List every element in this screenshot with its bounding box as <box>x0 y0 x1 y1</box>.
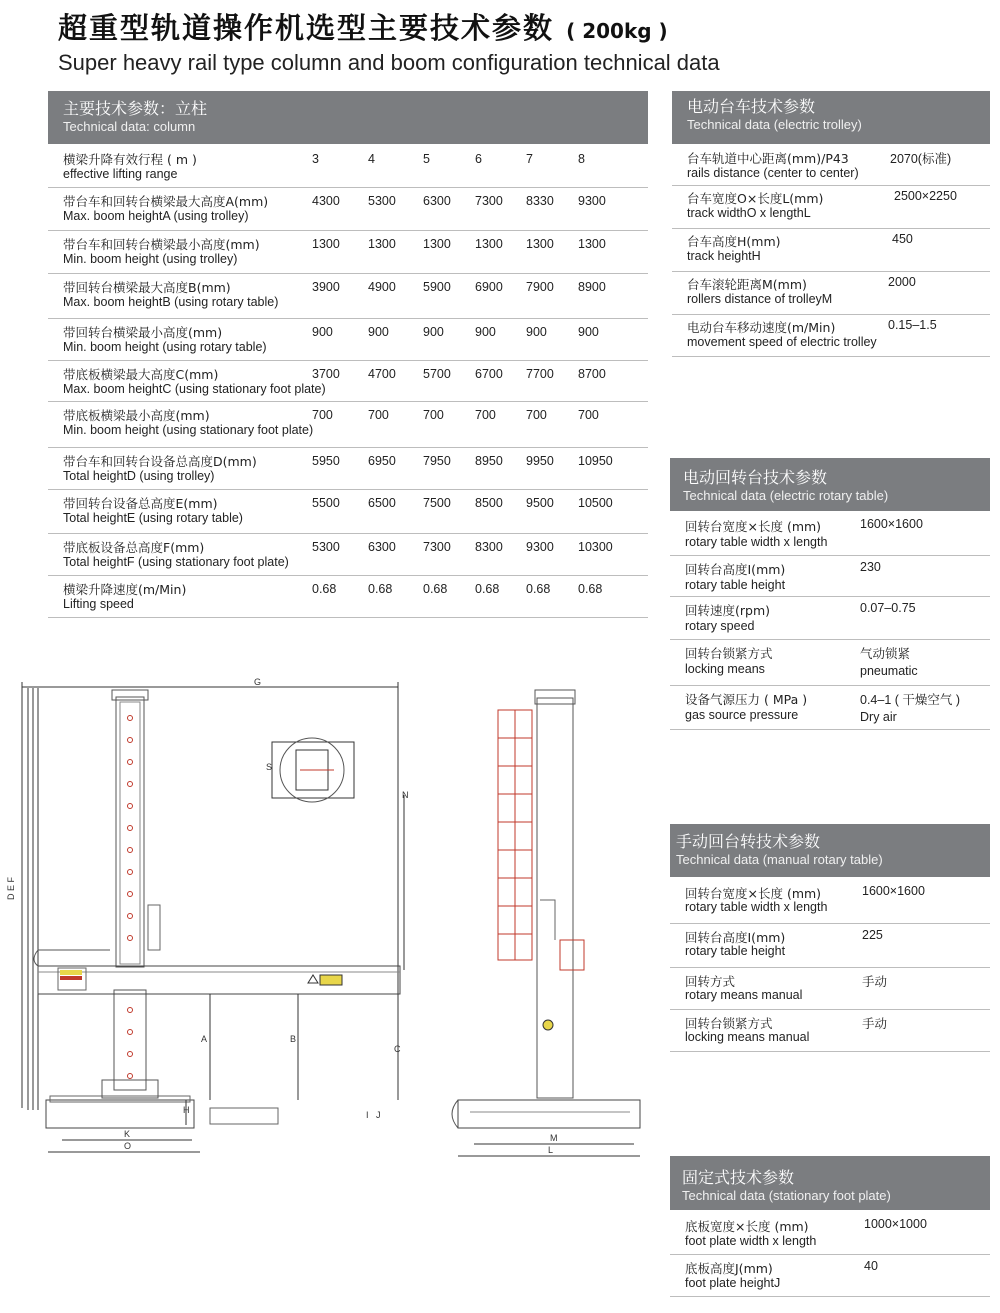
column-row-cn: 带底板横梁最小高度(mm) <box>63 408 210 423</box>
column-row-value: 4300 <box>312 194 340 208</box>
dim-label-g: G <box>254 677 262 687</box>
column-row-value: 6300 <box>368 540 396 554</box>
column-row-value: 1300 <box>475 237 503 251</box>
stationary-header-en: Technical data (stationary foot plate) <box>682 1188 891 1203</box>
electric_rotary-row-value: 230 <box>860 560 881 574</box>
stationary-header-cn: 固定式技术参数 <box>682 1168 795 1187</box>
electric_rotary-row-3 <box>670 640 990 686</box>
manual-rotary-header-cn: 手动回台转技术参数 <box>676 832 821 851</box>
trolley-table-header <box>672 91 990 144</box>
column-row-value: 9500 <box>526 496 554 510</box>
trolley-row-en: movement speed of electric trolley <box>687 335 877 349</box>
column-row-value: 7500 <box>423 496 451 510</box>
trolley-row-cn: 台车轨道中心距离(mm)/P43 <box>687 151 849 166</box>
manual-rotary-header <box>670 824 990 877</box>
column-row-value: 7300 <box>423 540 451 554</box>
column-row-value: 700 <box>368 408 389 422</box>
trolley-row-value: 2000 <box>888 275 916 289</box>
dim-label-k: K <box>124 1129 131 1139</box>
manual_rotary-row-value: 1600×1600 <box>862 884 925 898</box>
electric_rotary-row-cn: 回转速度(rpm) <box>685 603 771 618</box>
column-row-value: 7950 <box>423 454 451 468</box>
trolley-row-cn: 台车宽度O×长度L(mm) <box>687 191 824 206</box>
column-row-cn: 横梁升降速度(m/Min) <box>63 582 187 597</box>
column-row-value: 3900 <box>312 280 340 294</box>
column-row-value: 5 <box>423 152 430 166</box>
trolley-row-value: 2070(标准) <box>890 152 952 166</box>
dim-label-m: M <box>550 1133 558 1143</box>
column-header-cn: 主要技术参数：立柱 <box>63 99 208 118</box>
manual_rotary-row-cn: 回转台锁紧方式 <box>685 1016 773 1031</box>
electric_rotary-row-value2: Dry air <box>860 710 897 724</box>
column-row-value: 1300 <box>526 237 554 251</box>
trolley-row-en: track heightH <box>687 249 761 263</box>
dim-label-def: D E F <box>6 876 16 900</box>
trolley-row-0 <box>672 146 990 186</box>
column-row-value: 1300 <box>423 237 451 251</box>
stationary-row-cn: 底板高度J(mm) <box>685 1261 773 1276</box>
column-row-value: 900 <box>312 325 333 339</box>
column-row-value: 900 <box>526 325 547 339</box>
column-row-en: Total heightF (using stationary foot plate) <box>63 555 289 569</box>
column-row-value: 7300 <box>475 194 503 208</box>
column-header-en: Technical data: column <box>63 119 196 134</box>
electric_rotary-row-2 <box>670 597 990 640</box>
column-row-value: 0.68 <box>312 582 337 596</box>
dim-label-i: I <box>366 1110 369 1120</box>
column-row-en: Min. boom height (using rotary table) <box>63 340 267 354</box>
electric_rotary-row-cn: 回转台锁紧方式 <box>685 646 773 661</box>
column-row-7 <box>48 448 648 490</box>
column-row-value: 6900 <box>475 280 503 294</box>
column-row-en: Min. boom height (using stationary foot plate) <box>63 423 314 437</box>
column-row-cn: 带台车和回转台横梁最大高度A(mm) <box>63 194 269 209</box>
column-row-value: 700 <box>578 408 599 422</box>
manual_rotary-row-en: rotary means manual <box>685 988 803 1002</box>
column-row-en: Min. boom height (using trolley) <box>63 252 238 266</box>
column-row-4 <box>48 319 648 361</box>
electric_rotary-row-value2: pneumatic <box>860 664 918 678</box>
trolley-row-cn: 台车滚轮距离M(mm) <box>687 277 807 292</box>
dim-label-a: A <box>201 1034 208 1044</box>
stationary-row-value: 1000×1000 <box>864 1217 927 1231</box>
column-row-2 <box>48 231 648 274</box>
column-row-cn: 带底板横梁最大高度C(mm) <box>63 367 219 382</box>
manual-rotary-header-en: Technical data (manual rotary table) <box>676 852 883 867</box>
column-row-value: 0.68 <box>423 582 448 596</box>
column-row-value: 6500 <box>368 496 396 510</box>
column-row-value: 900 <box>368 325 389 339</box>
column-row-value: 4900 <box>368 280 396 294</box>
electric_rotary-row-value: 0.4–1 ( 干燥空气 ) <box>860 693 961 707</box>
column-row-value: 900 <box>578 325 599 339</box>
electric_rotary-row-4 <box>670 686 990 730</box>
dim-label-h: H <box>183 1105 190 1115</box>
column-row-value: 4 <box>368 152 375 166</box>
dim-label-n: N <box>402 790 409 800</box>
column-row-cn: 带底板设备总高度F(mm) <box>63 540 205 555</box>
trolley-row-4 <box>672 315 990 357</box>
stationary-row-value: 40 <box>864 1259 878 1273</box>
column-row-value: 8700 <box>578 367 606 381</box>
column-row-en: Lifting speed <box>63 597 134 611</box>
electric_rotary-row-value: 0.07–0.75 <box>860 601 916 615</box>
dim-label-l: L <box>548 1145 554 1155</box>
electric_rotary-row-en: locking means <box>685 662 765 676</box>
column-row-cn: 带台车和回转台设备总高度D(mm) <box>63 454 257 469</box>
electric_rotary-row-en: rotary speed <box>685 619 755 633</box>
trolley-row-value: 0.15–1.5 <box>888 318 937 332</box>
dim-label-b: B <box>290 1034 297 1044</box>
column-row-value: 6700 <box>475 367 503 381</box>
column-row-value: 0.68 <box>578 582 603 596</box>
column-row-en: Max. boom heightB (using rotary table) <box>63 295 279 309</box>
column-row-value: 6300 <box>423 194 451 208</box>
column-row-value: 5300 <box>312 540 340 554</box>
manual_rotary-row-en: rotary table width x length <box>685 900 828 914</box>
column-row-en: Max. boom heightC (using stationary foot plate) <box>63 382 326 396</box>
trolley-row-value: 2500×2250 <box>894 189 957 203</box>
column-row-cn: 带回转台横梁最大高度B(mm) <box>63 280 231 295</box>
column-row-value: 9950 <box>526 454 554 468</box>
column-row-value: 8300 <box>475 540 503 554</box>
manual_rotary-row-value: 手动 <box>862 975 888 989</box>
stationary-row-en: foot plate width x length <box>685 1234 817 1248</box>
column-row-3 <box>48 274 648 319</box>
column-row-value: 5700 <box>423 367 451 381</box>
column-row-cn: 横梁升降有效行程 ( m ) <box>63 152 197 167</box>
manual_rotary-row-3 <box>670 1010 990 1052</box>
manual_rotary-row-cn: 回转台宽度×长度 (mm) <box>685 886 822 901</box>
electric_rotary-row-1 <box>670 556 990 597</box>
manual_rotary-row-cn: 回转方式 <box>685 974 736 989</box>
column-row-value: 7 <box>526 152 533 166</box>
column-row-value: 8 <box>578 152 585 166</box>
column-row-cn: 带台车和回转台横梁最小高度(mm) <box>63 237 260 252</box>
trolley-row-en: rails distance (center to center) <box>687 166 859 180</box>
column-row-value: 0.68 <box>368 582 393 596</box>
column-row-value: 5950 <box>312 454 340 468</box>
column-row-value: 5300 <box>368 194 396 208</box>
trolley-header-cn: 电动台车技术参数 <box>687 97 816 116</box>
trolley-row-cn: 电动台车移动速度(m/Min) <box>687 320 836 335</box>
trolley-row-1 <box>672 186 990 229</box>
manual_rotary-row-en: locking means manual <box>685 1030 810 1044</box>
column-row-value: 8500 <box>475 496 503 510</box>
page-subtitle: Super heavy rail type column and boom configuration technical data <box>58 50 720 75</box>
electric-rotary-header <box>670 458 990 511</box>
trolley-row-en: rollers distance of trolleyM <box>687 292 833 306</box>
manual_rotary-row-value: 手动 <box>862 1017 888 1031</box>
electric_rotary-row-value: 1600×1600 <box>860 517 923 531</box>
column-row-value: 10500 <box>578 496 613 510</box>
trolley-row-value: 450 <box>892 232 913 246</box>
column-row-value: 700 <box>526 408 547 422</box>
column-row-value: 900 <box>475 325 496 339</box>
column-row-value: 5500 <box>312 496 340 510</box>
page-title <box>58 6 668 47</box>
electric_rotary-row-en: gas source pressure <box>685 708 799 722</box>
manual_rotary-row-0 <box>670 880 990 924</box>
column-row-en: Total heightE (using rotary table) <box>63 511 243 525</box>
column-row-value: 7700 <box>526 367 554 381</box>
column-table-header <box>48 91 648 144</box>
column-row-value: 9300 <box>578 194 606 208</box>
dim-label-o: O <box>124 1141 132 1151</box>
column-row-value: 8330 <box>526 194 554 208</box>
column-row-value: 3 <box>312 152 319 166</box>
column-row-value: 6950 <box>368 454 396 468</box>
column-row-value: 8950 <box>475 454 503 468</box>
stationary-row-cn: 底板宽度×长度 (mm) <box>685 1219 809 1234</box>
manual_rotary-row-2 <box>670 968 990 1010</box>
electric_rotary-row-cn: 设备气源压力 ( MPa ) <box>685 692 808 707</box>
title-cn-text: 超重型轨道操作机选型主要技术参数 <box>58 11 555 45</box>
column-row-value: 1300 <box>312 237 340 251</box>
column-row-value: 10300 <box>578 540 613 554</box>
trolley-header-en: Technical data (electric trolley) <box>687 117 862 132</box>
column-row-value: 0.68 <box>526 582 551 596</box>
stationary-row-0 <box>670 1213 990 1255</box>
electric-rotary-header-cn: 电动回转台技术参数 <box>683 468 828 487</box>
electric_rotary-row-en: rotary table width x length <box>685 535 828 549</box>
column-row-9 <box>48 534 648 576</box>
column-row-en: Max. boom heightA (using trolley) <box>63 209 249 223</box>
column-row-value: 700 <box>475 408 496 422</box>
dim-label-s: S <box>266 762 273 772</box>
column-row-value: 10950 <box>578 454 613 468</box>
stationary-row-1 <box>670 1255 990 1297</box>
manual_rotary-row-value: 225 <box>862 928 883 942</box>
manual_rotary-row-en: rotary table height <box>685 944 786 958</box>
electric_rotary-row-en: rotary table height <box>685 578 786 592</box>
trolley-row-2 <box>672 229 990 272</box>
column-row-6 <box>48 402 648 448</box>
column-row-value: 6 <box>475 152 482 166</box>
column-row-5 <box>48 361 648 402</box>
column-row-en: effective lifting range <box>63 167 178 181</box>
column-row-8 <box>48 490 648 534</box>
column-row-value: 9300 <box>526 540 554 554</box>
column-row-value: 7900 <box>526 280 554 294</box>
column-row-value: 3700 <box>312 367 340 381</box>
column-row-value: 8900 <box>578 280 606 294</box>
column-row-cn: 带回转台横梁最小高度(mm) <box>63 325 223 340</box>
column-row-en: Total heightD (using trolley) <box>63 469 215 483</box>
stationary-header <box>670 1156 990 1210</box>
electric-rotary-header-en: Technical data (electric rotary table) <box>683 488 889 503</box>
electric_rotary-row-value: 气动锁紧 <box>860 647 911 661</box>
column-row-value: 700 <box>312 408 333 422</box>
electric_rotary-row-0 <box>670 513 990 556</box>
column-row-value: 1300 <box>578 237 606 251</box>
column-row-value: 4700 <box>368 367 396 381</box>
dim-label-c: C <box>394 1044 401 1054</box>
dim-label-j: J <box>376 1110 381 1120</box>
column-row-value: 700 <box>423 408 444 422</box>
column-row-1 <box>48 188 648 231</box>
column-row-0 <box>48 146 648 188</box>
column-row-cn: 带回转台设备总高度E(mm) <box>63 496 218 511</box>
electric_rotary-row-cn: 回转台高度I(mm) <box>685 562 786 577</box>
stationary-row-en: foot plate heightJ <box>685 1276 781 1290</box>
column-row-value: 0.68 <box>475 582 500 596</box>
column-row-10 <box>48 576 648 618</box>
manual_rotary-row-1 <box>670 924 990 968</box>
title-capacity: ( 200kg ) <box>566 19 668 43</box>
manual_rotary-row-cn: 回转台高度I(mm) <box>685 930 786 945</box>
column-row-value: 900 <box>423 325 444 339</box>
electric_rotary-row-cn: 回转台宽度×长度 (mm) <box>685 519 822 534</box>
technical-drawing <box>0 660 668 1170</box>
trolley-row-3 <box>672 272 990 315</box>
trolley-row-en: track widthO x lengthL <box>687 206 811 220</box>
column-row-value: 5900 <box>423 280 451 294</box>
trolley-row-cn: 台车高度H(mm) <box>687 234 781 249</box>
column-row-value: 1300 <box>368 237 396 251</box>
